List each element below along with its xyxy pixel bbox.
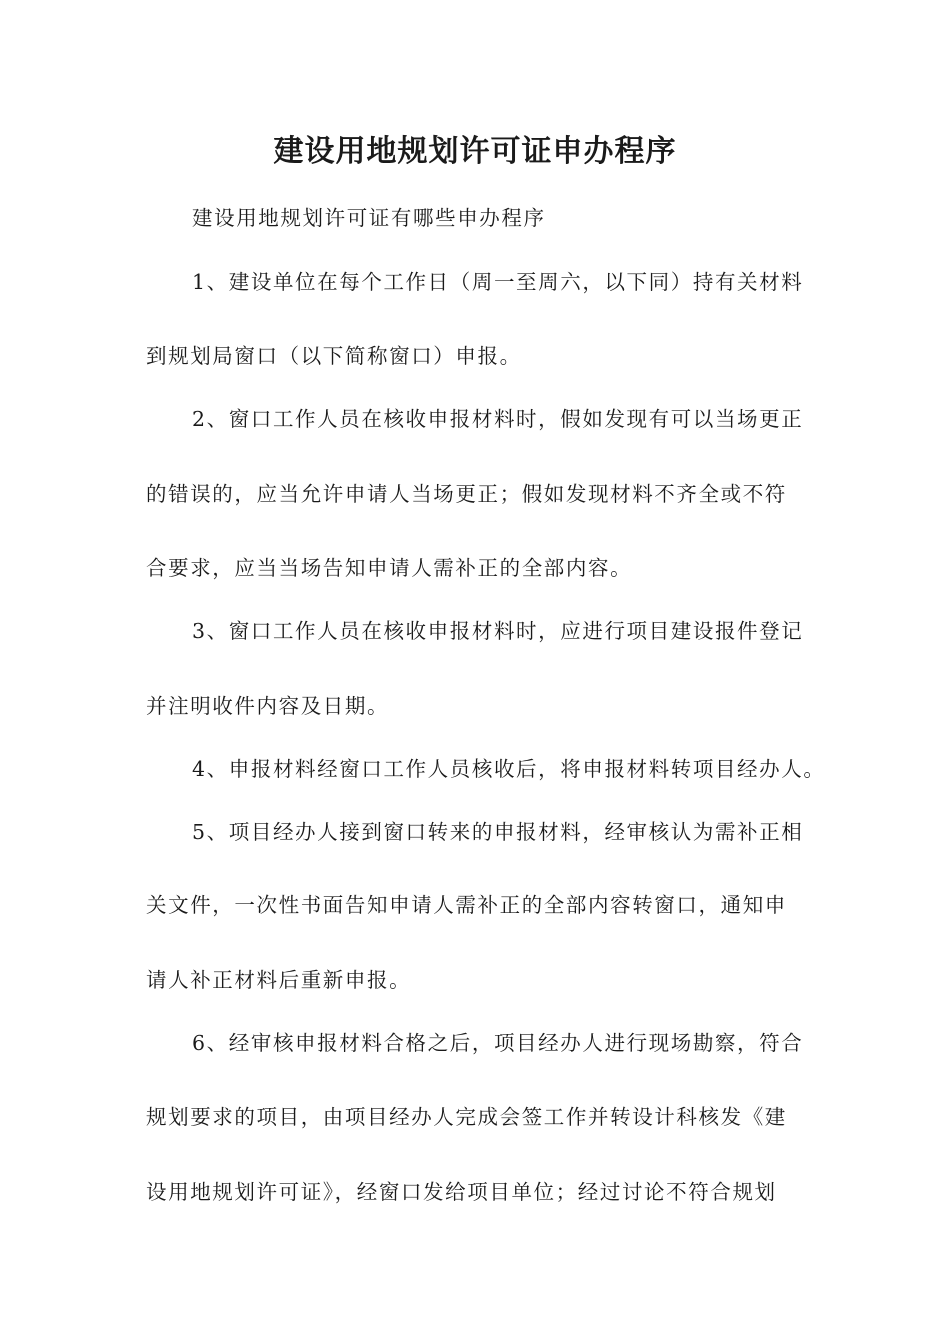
step-6-line-1: 6、经审核申报材料合格之后，项目经办人进行现场勘察，符合 <box>192 1031 804 1055</box>
paragraph-intro: 建设用地规划许可证有哪些申办程序 <box>192 206 546 230</box>
step-3-line-1: 3、窗口工作人员在核收申报材料时，应进行项目建设报件登记 <box>192 619 804 643</box>
step-1-line-2: 到规划局窗口（以下简称窗口）申报。 <box>146 344 522 368</box>
document-title: 建设用地规划许可证申办程序 <box>273 134 677 169</box>
step-5-line-3: 请人补正材料后重新申报。 <box>146 968 412 992</box>
step-2-line-3: 合要求，应当当场告知申请人需补正的全部内容。 <box>146 556 633 580</box>
step-4-line-1: 4、申报材料经窗口工作人员核收后，将申报材料转项目经办人。 <box>192 757 826 781</box>
step-2-line-1: 2、窗口工作人员在核收申报材料时，假如发现有可以当场更正 <box>192 407 804 431</box>
step-6-line-3: 设用地规划许可证》，经窗口发给项目单位；经过讨论不符合规划 <box>146 1180 777 1204</box>
step-1-line-1: 1、建设单位在每个工作日（周一至周六，以下同）持有关材料 <box>192 270 804 294</box>
step-3-line-2: 并注明收件内容及日期。 <box>146 694 390 718</box>
step-5-line-2: 关文件，一次性书面告知申请人需补正的全部内容转窗口，通知申 <box>146 893 787 917</box>
step-5-line-1: 5、项目经办人接到窗口转来的申报材料，经审核认为需补正相 <box>192 820 804 844</box>
step-6-line-2: 规划要求的项目，由项目经办人完成会签工作并转设计科核发《建 <box>146 1105 787 1129</box>
step-2-line-2: 的错误的，应当允许申请人当场更正；假如发现材料不齐全或不符 <box>146 482 787 506</box>
